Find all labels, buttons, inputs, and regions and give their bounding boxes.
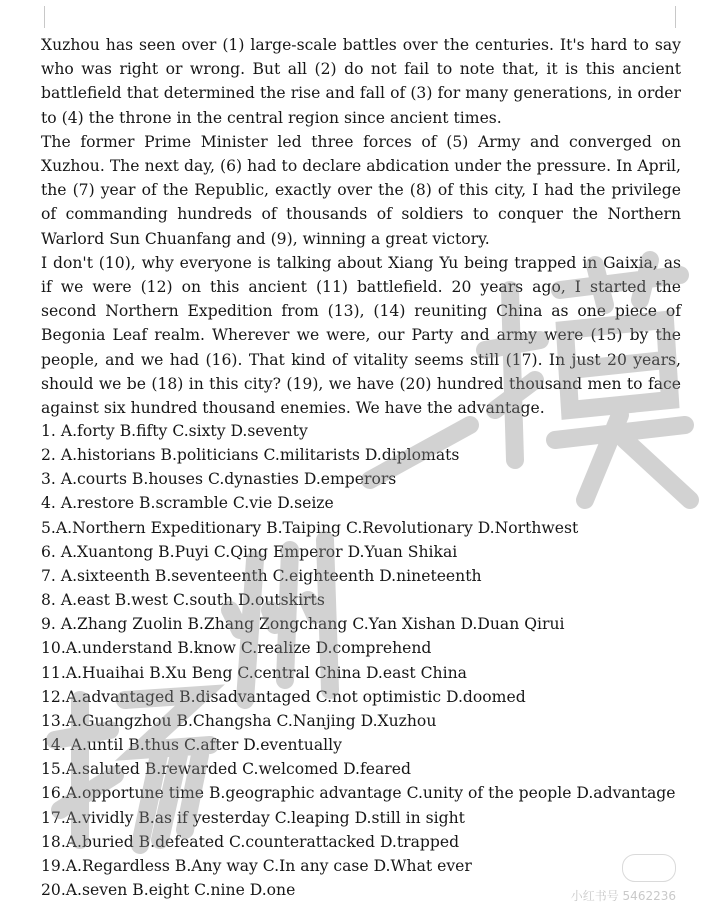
passage-paragraph-1: Xuzhou has seen over (1) large-scale battles over the centuries. It's hard to say who was right or wrong. But all (2) do not fail to note that, it is this ancient battlefield that determined the rise and fall of (3) for many generations, in order to (4) the throne in the central region since ancient times. [41, 36, 681, 127]
option-line-7: 7. A.sixteenth B.seventeenth C.eighteenth D.nineteenth [41, 566, 482, 585]
option-line-11: 11.A.Huaihai B.Xu Beng C.central China D.east China [41, 663, 467, 682]
option-line-1: 1. A.forty B.fifty C.sixty D.seventy [41, 422, 308, 440]
option-line-17: 17.A.vividly B.as if yesterday C.leaping D.still in sight [41, 808, 465, 827]
option-line-16: 16.A.opportune time B.geographic advantage C.unity of the people D.advantage [41, 784, 676, 803]
option-line-9: 9. A.Zhang Zuolin B.Zhang Zongchang C.Yan Xishan D.Duan Qirui [41, 615, 565, 634]
watermark-footer: 小红书号 5462236 [570, 889, 676, 903]
option-line-13: 13.A.Guangzhou B.Changsha C.Nanjing D.Xuzhou [41, 711, 437, 730]
option-line-5: 5.A.Northern Expeditionary B.Taiping C.Revolutionary D.Northwest [41, 518, 579, 537]
option-line-8: 8. A.east B.west C.south D.outskirts [41, 591, 325, 610]
option-line-2: 2. A.historians B.politicians C.militarists D.diplomats [41, 446, 460, 465]
passage-paragraph-2: The former Prime Minister led three forces of (5) Army and converged on Xuzhou. The next day, (6) had to declare abdication under the pressure. In April, the (7) year of the Republic, exactly over the (8) of this city, I had the privilege of commanding hundreds of thousands of soldiers to conquer the Northern Warlord Sun Chuanfang and (9), winning a great victory. [41, 132, 681, 248]
option-line-19: 19.A.Regardless B.Any way C.In any case D.What ever [41, 856, 472, 875]
watermark-badge [622, 854, 676, 882]
option-line-4: 4. A.restore B.scramble C.vie D.seize [41, 494, 334, 513]
page-corner-mark-left [14, 6, 45, 28]
option-line-3: 3. A.courts B.houses C.dynasties D.emperors [41, 470, 397, 489]
option-line-18: 18.A.buried B.defeated C.counterattacked D.trapped [41, 832, 460, 851]
option-line-20: 20.A.seven B.eight C.nine D.one [41, 880, 296, 899]
answer-options-list [41, 419, 691, 902]
passage-paragraph-3: I don't (10), why everyone is talking about Xiang Yu being trapped in Gaixia, as if we were (12) on this ancient (11) battlefield. 20 years ago, I started the second Northern Expedition from (13), (14) reuniting China as one piece of Begonia Leaf realm. Wherever we were, our Party and army were (15) by the people, and we had (16). That kind of vitality seems still (17). In just 20 years, should we be (18) in this city? (19), we have (20) hundred thousand men to face against six hundred thousand enemies. We have the advantage. [41, 253, 681, 418]
option-line-14: 14. A.until B.thus C.after D.eventually [41, 736, 342, 755]
option-line-6: 6. A.Xuantong B.Puyi C.Qing Emperor D.Yuan Shikai [41, 542, 458, 561]
option-line-10: 10.A.understand B.know C.realize D.comprehend [41, 639, 432, 658]
option-line-15: 15.A.saluted B.rewarded C.welcomed D.feared [41, 760, 411, 779]
page-corner-mark-right [675, 6, 706, 28]
option-line-12: 12.A.advantaged B.disadvantaged C.not optimistic D.doomed [41, 687, 526, 706]
reading-passage [41, 33, 681, 420]
